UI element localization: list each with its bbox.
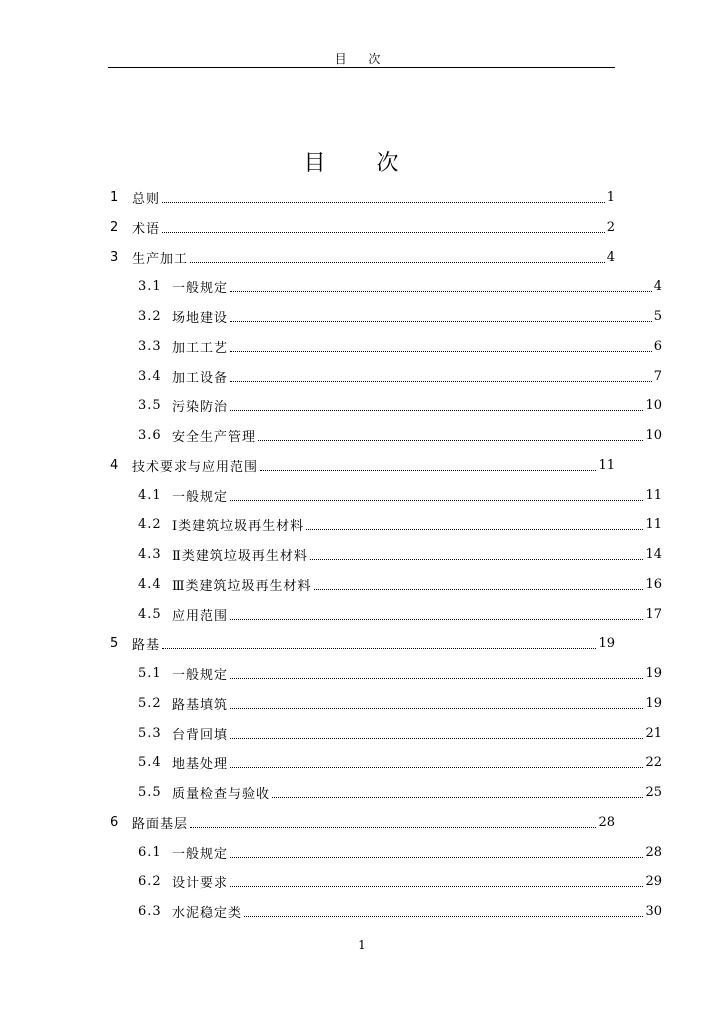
toc-dot-leader xyxy=(230,767,643,768)
toc-entry-label: 生产加工 xyxy=(132,251,189,267)
toc-chapter-entry[interactable] xyxy=(110,812,615,832)
toc-entry-label: 场地建设 xyxy=(172,310,229,326)
toc-section-entry[interactable] xyxy=(138,723,662,743)
toc-dot-leader xyxy=(162,232,605,233)
toc-entry-number: 2 xyxy=(110,219,119,235)
toc-entry-number: 4.4 xyxy=(138,576,162,592)
toc-entry-label: 路基填筑 xyxy=(172,697,229,713)
header-rule xyxy=(108,67,615,68)
toc-entry-label: 路面基层 xyxy=(132,816,189,832)
toc-entry-page: 11 xyxy=(598,457,615,473)
toc-entry-number: 4.1 xyxy=(138,487,162,503)
toc-dot-leader xyxy=(244,916,643,917)
toc-entry-number: 6.1 xyxy=(138,844,162,860)
toc-dot-leader xyxy=(258,440,643,441)
toc-dot-leader xyxy=(306,529,643,530)
toc-dot-leader xyxy=(230,619,643,620)
toc-dot-leader xyxy=(190,827,596,828)
toc-section-entry[interactable] xyxy=(138,276,662,296)
toc-dot-leader xyxy=(230,738,643,739)
toc-entry-page: 11 xyxy=(645,487,662,503)
toc-entry-number: 5.3 xyxy=(138,725,162,741)
toc-dot-leader xyxy=(260,470,596,471)
toc-chapter-entry[interactable] xyxy=(110,187,615,207)
toc-section-entry[interactable] xyxy=(138,366,662,386)
toc-entry-page: 29 xyxy=(645,873,662,889)
page-number: 1 xyxy=(358,938,366,952)
toc-entry-number: 5.1 xyxy=(138,665,162,681)
toc-entry-number: 4.5 xyxy=(138,606,162,622)
toc-entry-label: 技术要求与应用范围 xyxy=(132,459,259,475)
toc-entry-page: 10 xyxy=(645,397,662,413)
toc-entry-number: 3 xyxy=(110,249,119,265)
toc-entry-label: 污染防治 xyxy=(172,399,229,415)
toc-entry-label: 地基处理 xyxy=(172,756,229,772)
toc-section-entry[interactable] xyxy=(138,901,662,921)
toc-entry-number: 5.4 xyxy=(138,754,162,770)
toc-dot-leader xyxy=(230,678,643,679)
toc-entry-number: 6.2 xyxy=(138,873,162,889)
toc-entry-label: 设计要求 xyxy=(172,875,229,891)
toc-entry-label: 一般规定 xyxy=(172,846,229,862)
toc-dot-leader xyxy=(230,857,643,858)
toc-entry-label: 加工工艺 xyxy=(172,340,229,356)
toc-section-entry[interactable] xyxy=(138,842,662,862)
toc-entry-number: 6 xyxy=(110,814,119,830)
toc-dot-leader xyxy=(230,321,652,322)
toc-entry-label: 水泥稳定类 xyxy=(172,905,243,921)
toc-entry-page: 17 xyxy=(645,606,662,622)
toc-entry-number: 3.2 xyxy=(138,308,162,324)
toc-entry-number: 3.3 xyxy=(138,338,162,354)
toc-entry-page: 28 xyxy=(645,844,662,860)
toc-entry-page: 5 xyxy=(653,308,662,324)
toc-entry-page: 21 xyxy=(645,725,662,741)
toc-entry-label: 台背回填 xyxy=(172,727,229,743)
toc-entry-page: 14 xyxy=(645,546,662,562)
toc-section-entry[interactable] xyxy=(138,782,662,802)
toc-entry-page: 6 xyxy=(653,338,662,354)
toc-entry-number: 4.3 xyxy=(138,546,162,562)
toc-entry-page: 28 xyxy=(598,814,615,830)
toc-entry-page: 10 xyxy=(645,427,662,443)
toc-section-entry[interactable] xyxy=(138,514,662,534)
toc-dot-leader xyxy=(230,381,652,382)
toc-dot-leader xyxy=(162,648,596,649)
toc-entry-page: 25 xyxy=(645,784,662,800)
toc-dot-leader xyxy=(230,500,643,501)
toc-entry-number: 3.6 xyxy=(138,427,162,443)
toc-entry-label: 安全生产管理 xyxy=(172,429,257,445)
toc-dot-leader xyxy=(230,351,652,352)
toc-entry-label: 质量检查与验收 xyxy=(172,786,271,802)
toc-entry-page: 30 xyxy=(645,903,662,919)
toc-entry-page: 4 xyxy=(653,278,662,294)
toc-section-entry[interactable] xyxy=(138,336,662,356)
toc-entry-page: 11 xyxy=(645,516,662,532)
toc-entry-label: 路基 xyxy=(132,637,161,653)
toc-entry-label: Ⅱ类建筑垃圾再生材料 xyxy=(172,548,308,564)
toc-entry-page: 16 xyxy=(645,576,662,592)
toc-section-entry[interactable] xyxy=(138,544,662,564)
toc-dot-leader xyxy=(272,797,643,798)
toc-section-entry[interactable] xyxy=(138,752,662,772)
toc-dot-leader xyxy=(230,410,643,411)
running-header: 目 次 xyxy=(334,52,390,66)
toc-dot-leader xyxy=(310,559,644,560)
toc-section-entry[interactable] xyxy=(138,425,662,445)
toc-dot-leader xyxy=(230,708,643,709)
toc-entry-page: 4 xyxy=(606,249,615,265)
page-title: 目 次 xyxy=(303,151,421,176)
toc-entry-number: 3.4 xyxy=(138,368,162,384)
toc-entry-number: 5 xyxy=(110,635,119,651)
toc-entry-label: 加工设备 xyxy=(172,370,229,386)
toc-entry-label: 一般规定 xyxy=(172,489,229,505)
toc-entry-number: 5.5 xyxy=(138,784,162,800)
toc-entry-page: 19 xyxy=(645,665,662,681)
toc-chapter-entry[interactable] xyxy=(110,217,615,237)
toc-section-entry[interactable] xyxy=(138,871,662,891)
toc-entry-number: 1 xyxy=(110,189,119,205)
toc-dot-leader xyxy=(230,291,652,292)
toc-entry-number: 4.2 xyxy=(138,516,162,532)
toc-entry-page: 22 xyxy=(645,754,662,770)
toc-section-entry[interactable] xyxy=(138,604,662,624)
toc-entry-label: 应用范围 xyxy=(172,608,229,624)
toc-entry-page: 1 xyxy=(606,189,615,205)
toc-dot-leader xyxy=(230,886,643,887)
toc-entry-label: Ⅲ类建筑垃圾再生材料 xyxy=(172,578,312,594)
toc-entry-number: 6.3 xyxy=(138,903,162,919)
toc-dot-leader xyxy=(190,262,605,263)
toc-section-entry[interactable] xyxy=(138,395,662,415)
toc-entry-label: 总则 xyxy=(132,191,161,207)
toc-entry-page: 19 xyxy=(645,695,662,711)
toc-section-entry[interactable] xyxy=(138,574,662,594)
toc-dot-leader xyxy=(314,589,644,590)
toc-entry-page: 7 xyxy=(653,368,662,384)
toc-entry-number: 3.1 xyxy=(138,278,162,294)
toc-entry-number: 5.2 xyxy=(138,695,162,711)
toc-entry-page: 2 xyxy=(606,219,615,235)
toc-chapter-entry[interactable] xyxy=(110,633,615,653)
toc-section-entry[interactable] xyxy=(138,663,662,683)
toc-entry-label: 一般规定 xyxy=(172,280,229,296)
toc-entry-number: 3.5 xyxy=(138,397,162,413)
toc-chapter-entry[interactable] xyxy=(110,247,615,267)
toc-entry-label: Ⅰ类建筑垃圾再生材料 xyxy=(172,518,305,534)
toc-section-entry[interactable] xyxy=(138,693,662,713)
toc-entry-page: 19 xyxy=(598,635,615,651)
toc-dot-leader xyxy=(162,202,605,203)
toc-section-entry[interactable] xyxy=(138,306,662,326)
toc-entry-label: 一般规定 xyxy=(172,667,229,683)
toc-section-entry[interactable] xyxy=(138,485,662,505)
toc-entry-number: 4 xyxy=(110,457,119,473)
toc-entry-label: 术语 xyxy=(132,221,161,237)
toc-chapter-entry[interactable] xyxy=(110,455,615,475)
